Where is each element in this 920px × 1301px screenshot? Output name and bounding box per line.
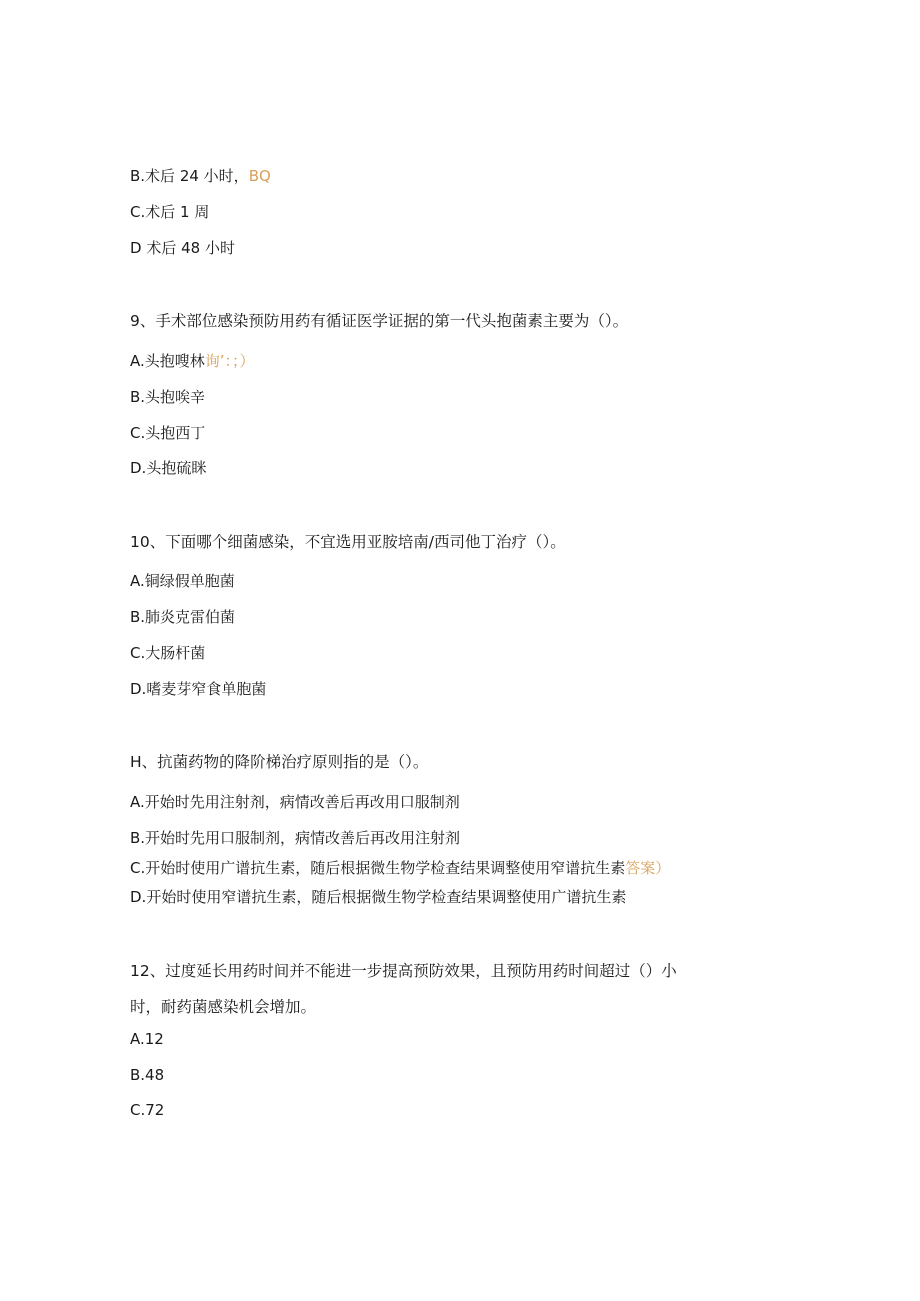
answer-mark: 询’：；） [204,352,255,370]
q12-option-a: A.12 [130,1030,164,1048]
q9-option-a: A.头抱嗖林询’：；） [130,352,255,370]
q10-option-a: A.铜绿假单胞菌 [130,572,235,590]
q8-option-b: B.术后 24 小时，BQ [130,167,271,185]
q11-option-b: B.开始时先用口服制剂，病情改善后再改用注射剂 [130,829,461,847]
q10-option-b: B.肺炎克雷伯菌 [130,608,236,626]
q10-option-d: D.嗜麦芽窄食单胞菌 [130,680,267,698]
q9-stem: 9、手术部位感染预防用药有循证医学证据的第一代头抱菌素主要为（）。 [130,312,629,330]
q11-option-c: C.开始时使用广谱抗生素，随后根据微生物学检查结果调整使用窄谱抗生素答案） [130,859,671,877]
answer-mark: 答案） [625,859,671,877]
q11-option-a: A.开始时先用注射剂，病情改善后再改用口服制剂 [130,793,460,811]
q12-stem-line-2: 时，耐药菌感染机会增加。 [130,998,317,1016]
q8-option-d: D 术后 48 小时 [130,239,235,257]
q10-option-c: C.大肠杆菌 [130,644,206,662]
q9-option-b: B.头抱唉辛 [130,388,206,406]
q12-option-b: B.48 [130,1066,165,1084]
q11-stem: H、抗菌药物的降阶梯治疗原则指的是（）。 [130,753,429,771]
answer-mark: BQ [248,167,271,185]
q11-option-d: D.开始时使用窄谱抗生素，随后根据微生物学检查结果调整使用广谱抗生素 [130,888,627,906]
q12-stem-line-1: 12、过度延长用药时间并不能进一步提高预防效果，且预防用药时间超过（）小 [130,962,677,980]
q10-stem: 10、下面哪个细菌感染，不宜选用亚胺培南/西司他丁治疗（）。 [130,533,566,551]
q9-option-d: D.头抱硫眯 [130,459,207,477]
q8-option-c: C.术后 1 周 [130,203,210,221]
q9-option-c: C.头抱西丁 [130,424,206,442]
q12-option-c: C.72 [130,1101,165,1119]
